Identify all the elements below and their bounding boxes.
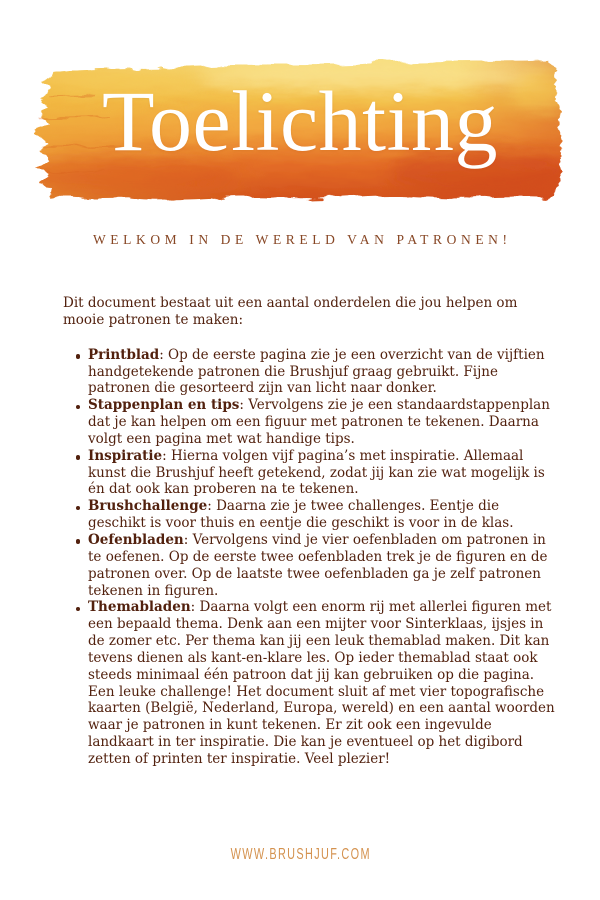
intro-paragraph: Dit document bestaat uit een aantal onderdelen die jou helpen om mooie patronen te maken: xyxy=(63,295,518,328)
page-subtitle: WELKOM IN DE WERELD VAN PATRONEN! xyxy=(92,232,512,247)
list-item xyxy=(88,347,556,398)
section-term: Stappenplan en tips xyxy=(88,397,240,414)
section-description: : Op de eerste pagina zie je een overzicht van de vijftien handgetekende patronen die Brushjuf graag gebruikt. Fijne patronen die gesorteerd zijn van licht naar donker. xyxy=(88,346,545,397)
section-term: Oefenbladen xyxy=(88,531,184,548)
list-item xyxy=(88,397,556,448)
section-description: : Vervolgens vind je vier oefenbladen om patronen in te oefenen. Op de eerste twee oefenbladen trek je de figuren en de patronen over. Op de laatste twee oefenbladen ga je zelf patronen tekenen in figuren. xyxy=(88,531,548,599)
section-description: : Daarna volgt een enorm rij met allerlei figuren met een bepaald thema. Denk aan een mijter voor Sinterklaas, ijsjes in de zomer etc. Per thema kan jij een leuk themablad maken. Dit kan tevens dienen als kant-en-klare les. Op ieder themablad staat ook steeds minimaal één patroon dat jij kan gebruiken op die pagina. Een leuke challenge! Het document sluit af met vier topografische kaarten (België, Nederland, Europa, wereld) en een aantal woorden waar je patronen in kunt tekenen. Er zit ook een ingevulde landkaart in ter inspiratie. Die kan je eventueel op het digibord zetten of printen ter inspiratie. Veel plezier! xyxy=(88,599,555,767)
section-term: Themabladen xyxy=(88,599,191,616)
list-item xyxy=(88,498,556,532)
website-url: WWW.BRUSHJUF.COM xyxy=(230,846,371,863)
list-item xyxy=(88,448,556,499)
section-term: Printblad xyxy=(88,346,160,363)
content-body xyxy=(63,295,556,768)
section-description: : Hierna volgen vijf pagina’s met inspiratie. Allemaal kunst die Brushjuf heeft getekend, zodat jij kan zie wat mogelijk is én dat ook kan proberen na te tekenen. xyxy=(88,447,545,498)
section-description: : Vervolgens zie je een standaardstappenplan dat je kan helpen om een figuur met patronen te tekenen. Daarna volgt een pagina met wat handige tips. xyxy=(88,397,550,447)
footer xyxy=(0,846,600,864)
section-term: Inspiratie xyxy=(88,447,163,464)
list-item xyxy=(88,599,556,767)
sections-list xyxy=(63,347,556,768)
section-description: : Daarna zie je twee challenges. Eentje die geschikt is voor thuis en eentje die geschikt is voor in de klas. xyxy=(88,498,514,532)
list-item xyxy=(88,532,556,599)
section-term: Brushchallenge xyxy=(88,498,208,515)
page-title: Toelichting xyxy=(102,73,498,169)
